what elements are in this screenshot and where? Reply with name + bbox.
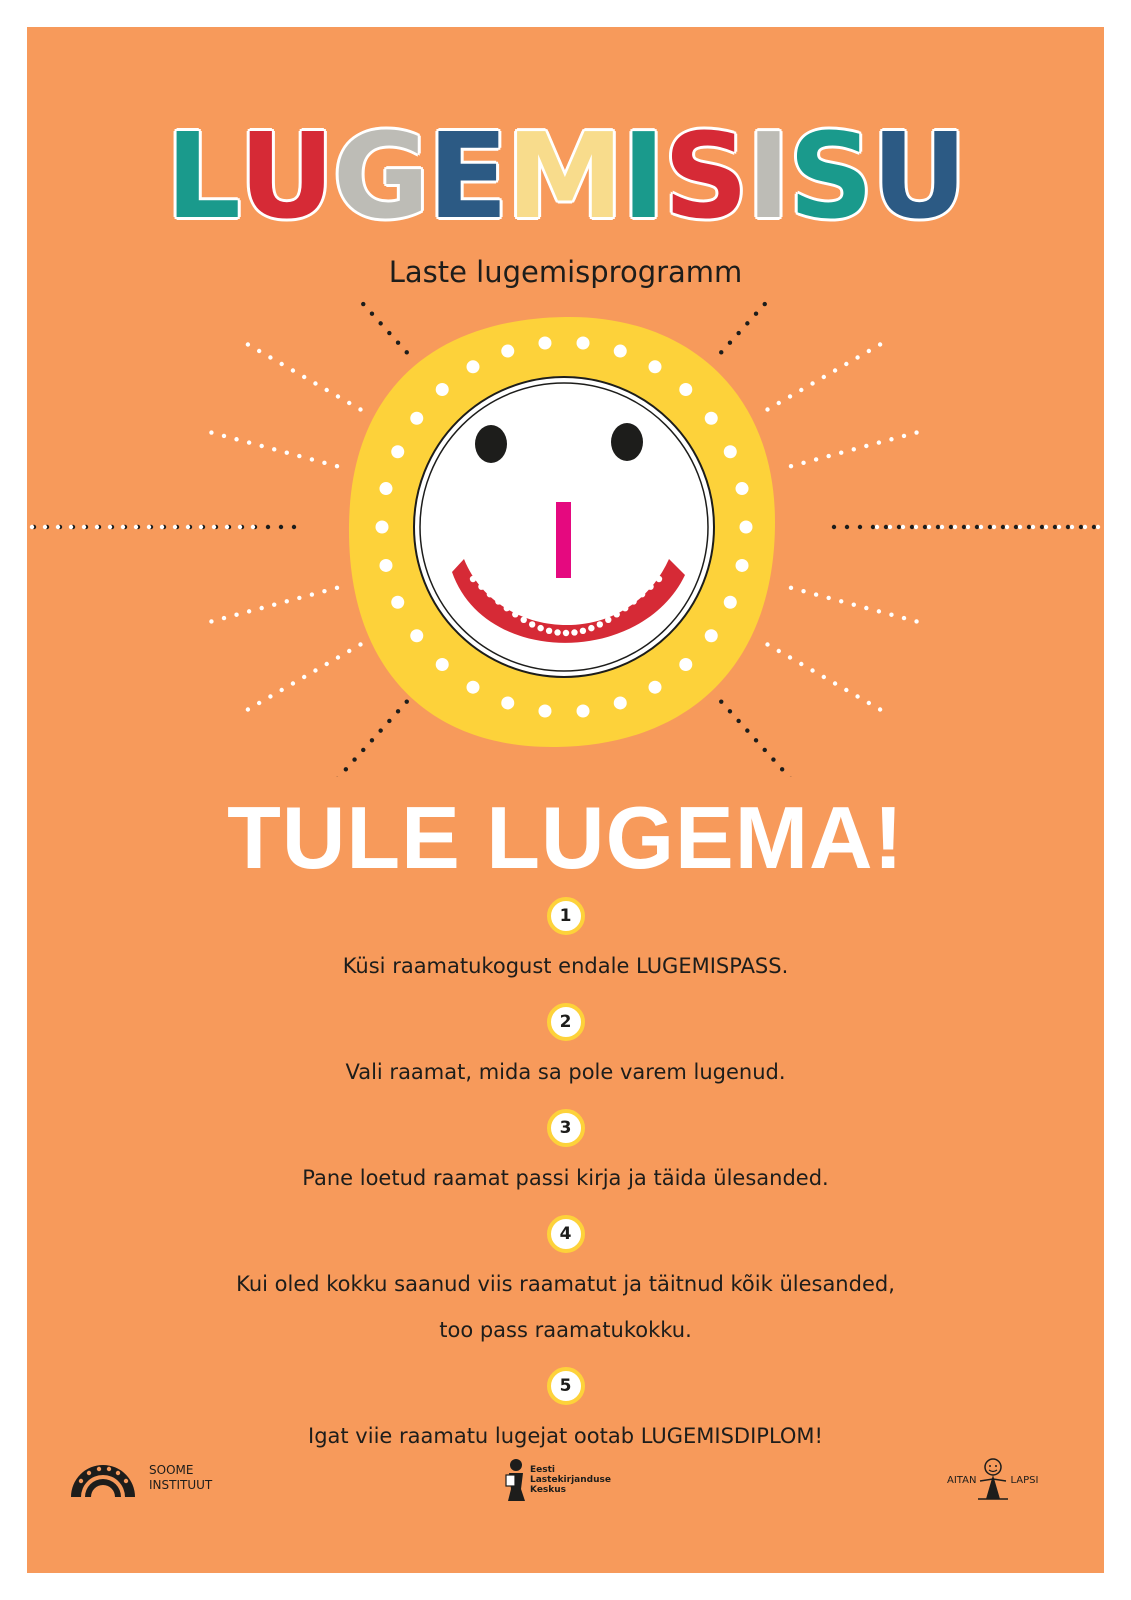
rainbow-logo-icon xyxy=(67,1457,139,1499)
aitan-lapsi-logo xyxy=(947,1457,1038,1503)
sun-face xyxy=(349,317,775,747)
step-number-badge: 3 xyxy=(547,1109,585,1147)
title-letter: G xyxy=(332,107,428,245)
title-letter: U xyxy=(238,107,333,245)
aitan-logo-right: LAPSI xyxy=(1010,1474,1039,1486)
aitan-logo-left: AITAN xyxy=(947,1474,977,1486)
step-5 xyxy=(27,1367,1104,1459)
headline: TULE LUGEMA! xyxy=(227,788,904,887)
step-text: Pane loetud raamat passi kirja ja täida ülesanded. xyxy=(302,1166,829,1190)
title-letter: E xyxy=(427,107,507,245)
step-number-badge: 5 xyxy=(547,1367,585,1405)
elk-logo-line3: Keskus xyxy=(530,1485,567,1495)
elk-logo-line2: Lastekirjanduse xyxy=(530,1475,611,1485)
step-2 xyxy=(27,1003,1104,1095)
step-number-badge: 4 xyxy=(547,1215,585,1253)
step-4 xyxy=(27,1215,1104,1353)
step-text: Kui oled kokku saanud viis raamatut ja täitnud kõik ülesanded, xyxy=(236,1272,895,1296)
steps-list xyxy=(27,897,1104,1473)
child-figure-logo-icon xyxy=(976,1457,1010,1503)
title-letter: I xyxy=(746,107,789,245)
step-3 xyxy=(27,1109,1104,1201)
title-letter: L xyxy=(165,107,239,245)
step-text: Küsi raamatukogust endale LUGEMISPASS. xyxy=(342,954,789,978)
title-letter: S xyxy=(663,107,747,245)
title-letter: M xyxy=(506,107,622,245)
step-number-badge: 2 xyxy=(547,1003,585,1041)
poster-title xyxy=(27,107,1104,245)
poster xyxy=(27,27,1104,1573)
nose-icon xyxy=(556,502,571,578)
soome-logo-line1: SOOME xyxy=(149,1463,194,1477)
title-letter: I xyxy=(621,107,664,245)
soome-logo-line2: INSTITUUT xyxy=(149,1478,213,1492)
step-1 xyxy=(27,897,1104,989)
title-letter: S xyxy=(788,107,872,245)
smiling-sun-icon xyxy=(27,297,1104,777)
left-eye-icon xyxy=(475,425,507,463)
reading-child-logo-icon xyxy=(505,1457,527,1503)
soome-instituut-logo xyxy=(67,1457,212,1499)
step-text: Igat viie raamatu lugejat ootab LUGEMISDIPLOM! xyxy=(308,1424,823,1448)
title-letter: U xyxy=(871,107,966,245)
poster-subtitle: Laste lugemisprogramm xyxy=(388,255,743,289)
elk-logo-line1: Eesti xyxy=(530,1465,555,1475)
step-text: too pass raamatukokku. xyxy=(439,1318,692,1342)
right-eye-icon xyxy=(611,423,643,461)
step-number-badge: 1 xyxy=(547,897,585,935)
elk-logo xyxy=(505,1457,611,1503)
step-text: Vali raamat, mida sa pole varem lugenud. xyxy=(345,1060,786,1084)
